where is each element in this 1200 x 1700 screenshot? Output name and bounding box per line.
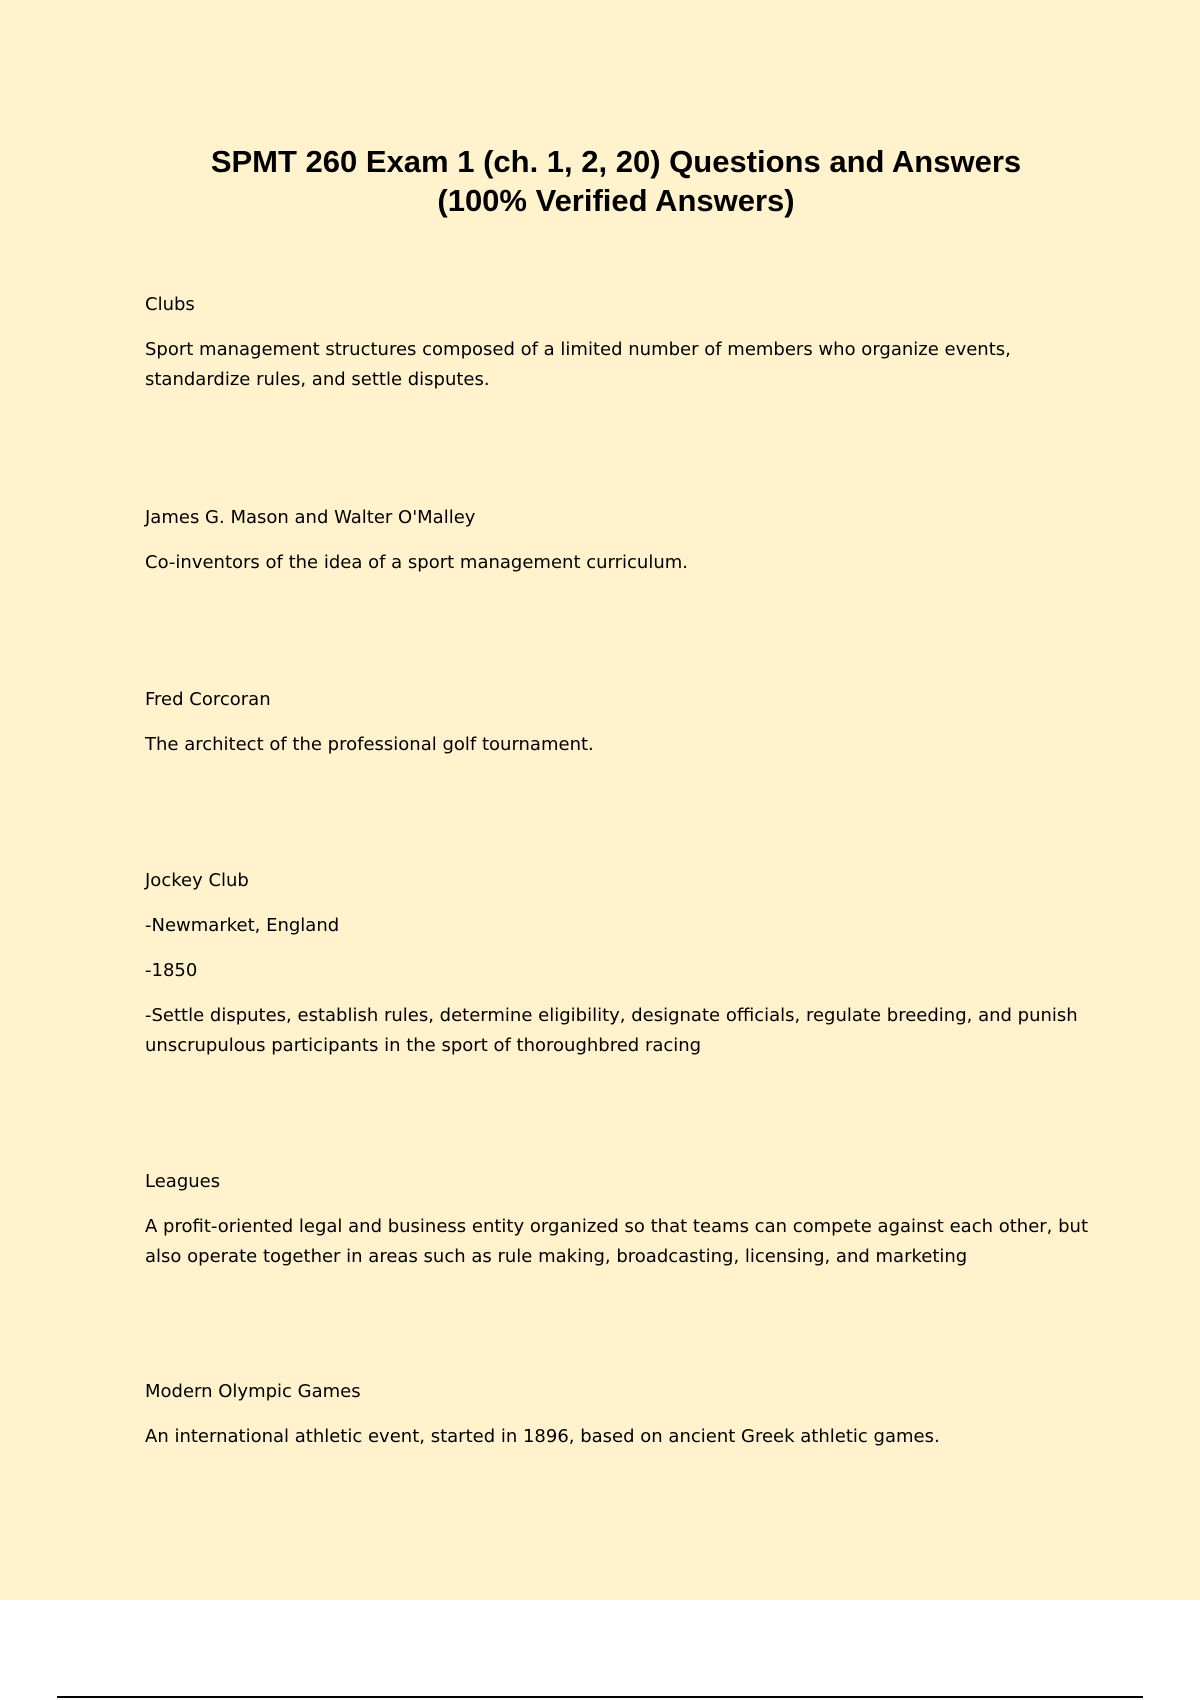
qa-entry-mason-omalley <box>145 503 1095 578</box>
entry-term: Clubs <box>145 294 195 315</box>
qa-entry-jockey-club <box>145 866 1095 1061</box>
entry-term: Fred Corcoran <box>145 689 271 710</box>
qa-entry-modern-olympic-games <box>145 1377 1095 1452</box>
entry-definition: A profit-oriented legal and business entity organized so that teams can compete against each other, but also operate together in areas such as rule making, broadcasting, licensing, and marketing <box>145 1216 1089 1267</box>
entry-term: Modern Olympic Games <box>145 1381 361 1402</box>
document-title-line-2: (100% Verified Answers) <box>437 183 795 218</box>
entry-definition: The architect of the professional golf tournament. <box>145 734 594 755</box>
document-title-line-1: SPMT 260 Exam 1 (ch. 1, 2, 20) Questions and Answers <box>210 144 1022 179</box>
entry-definition: An international athletic event, started in 1896, based on ancient Greek athletic games. <box>145 1426 940 1447</box>
qa-entry-fred-corcoran <box>145 685 1095 760</box>
entry-term: James G. Mason and Walter O'Malley <box>145 507 476 528</box>
entry-term: Jockey Club <box>145 870 249 891</box>
entry-detail-location: -Newmarket, England <box>145 915 340 936</box>
entry-detail-year: -1850 <box>145 960 198 981</box>
entry-term: Leagues <box>145 1171 221 1192</box>
entry-detail-duties: -Settle disputes, establish rules, determine eligibility, designate officials, regulate breeding, and punish unscrupulous participants in the sport of thoroughbred racing <box>145 1005 1078 1056</box>
entry-definition: Co-inventors of the idea of a sport management curriculum. <box>145 552 688 573</box>
footer-divider <box>57 1696 1143 1698</box>
entry-definition: Sport management structures composed of a limited number of members who organize events, standardize rules, and settle disputes. <box>145 339 1011 390</box>
qa-entry-leagues <box>145 1167 1095 1272</box>
qa-entry-clubs <box>145 290 1095 395</box>
document-title <box>100 142 1132 220</box>
